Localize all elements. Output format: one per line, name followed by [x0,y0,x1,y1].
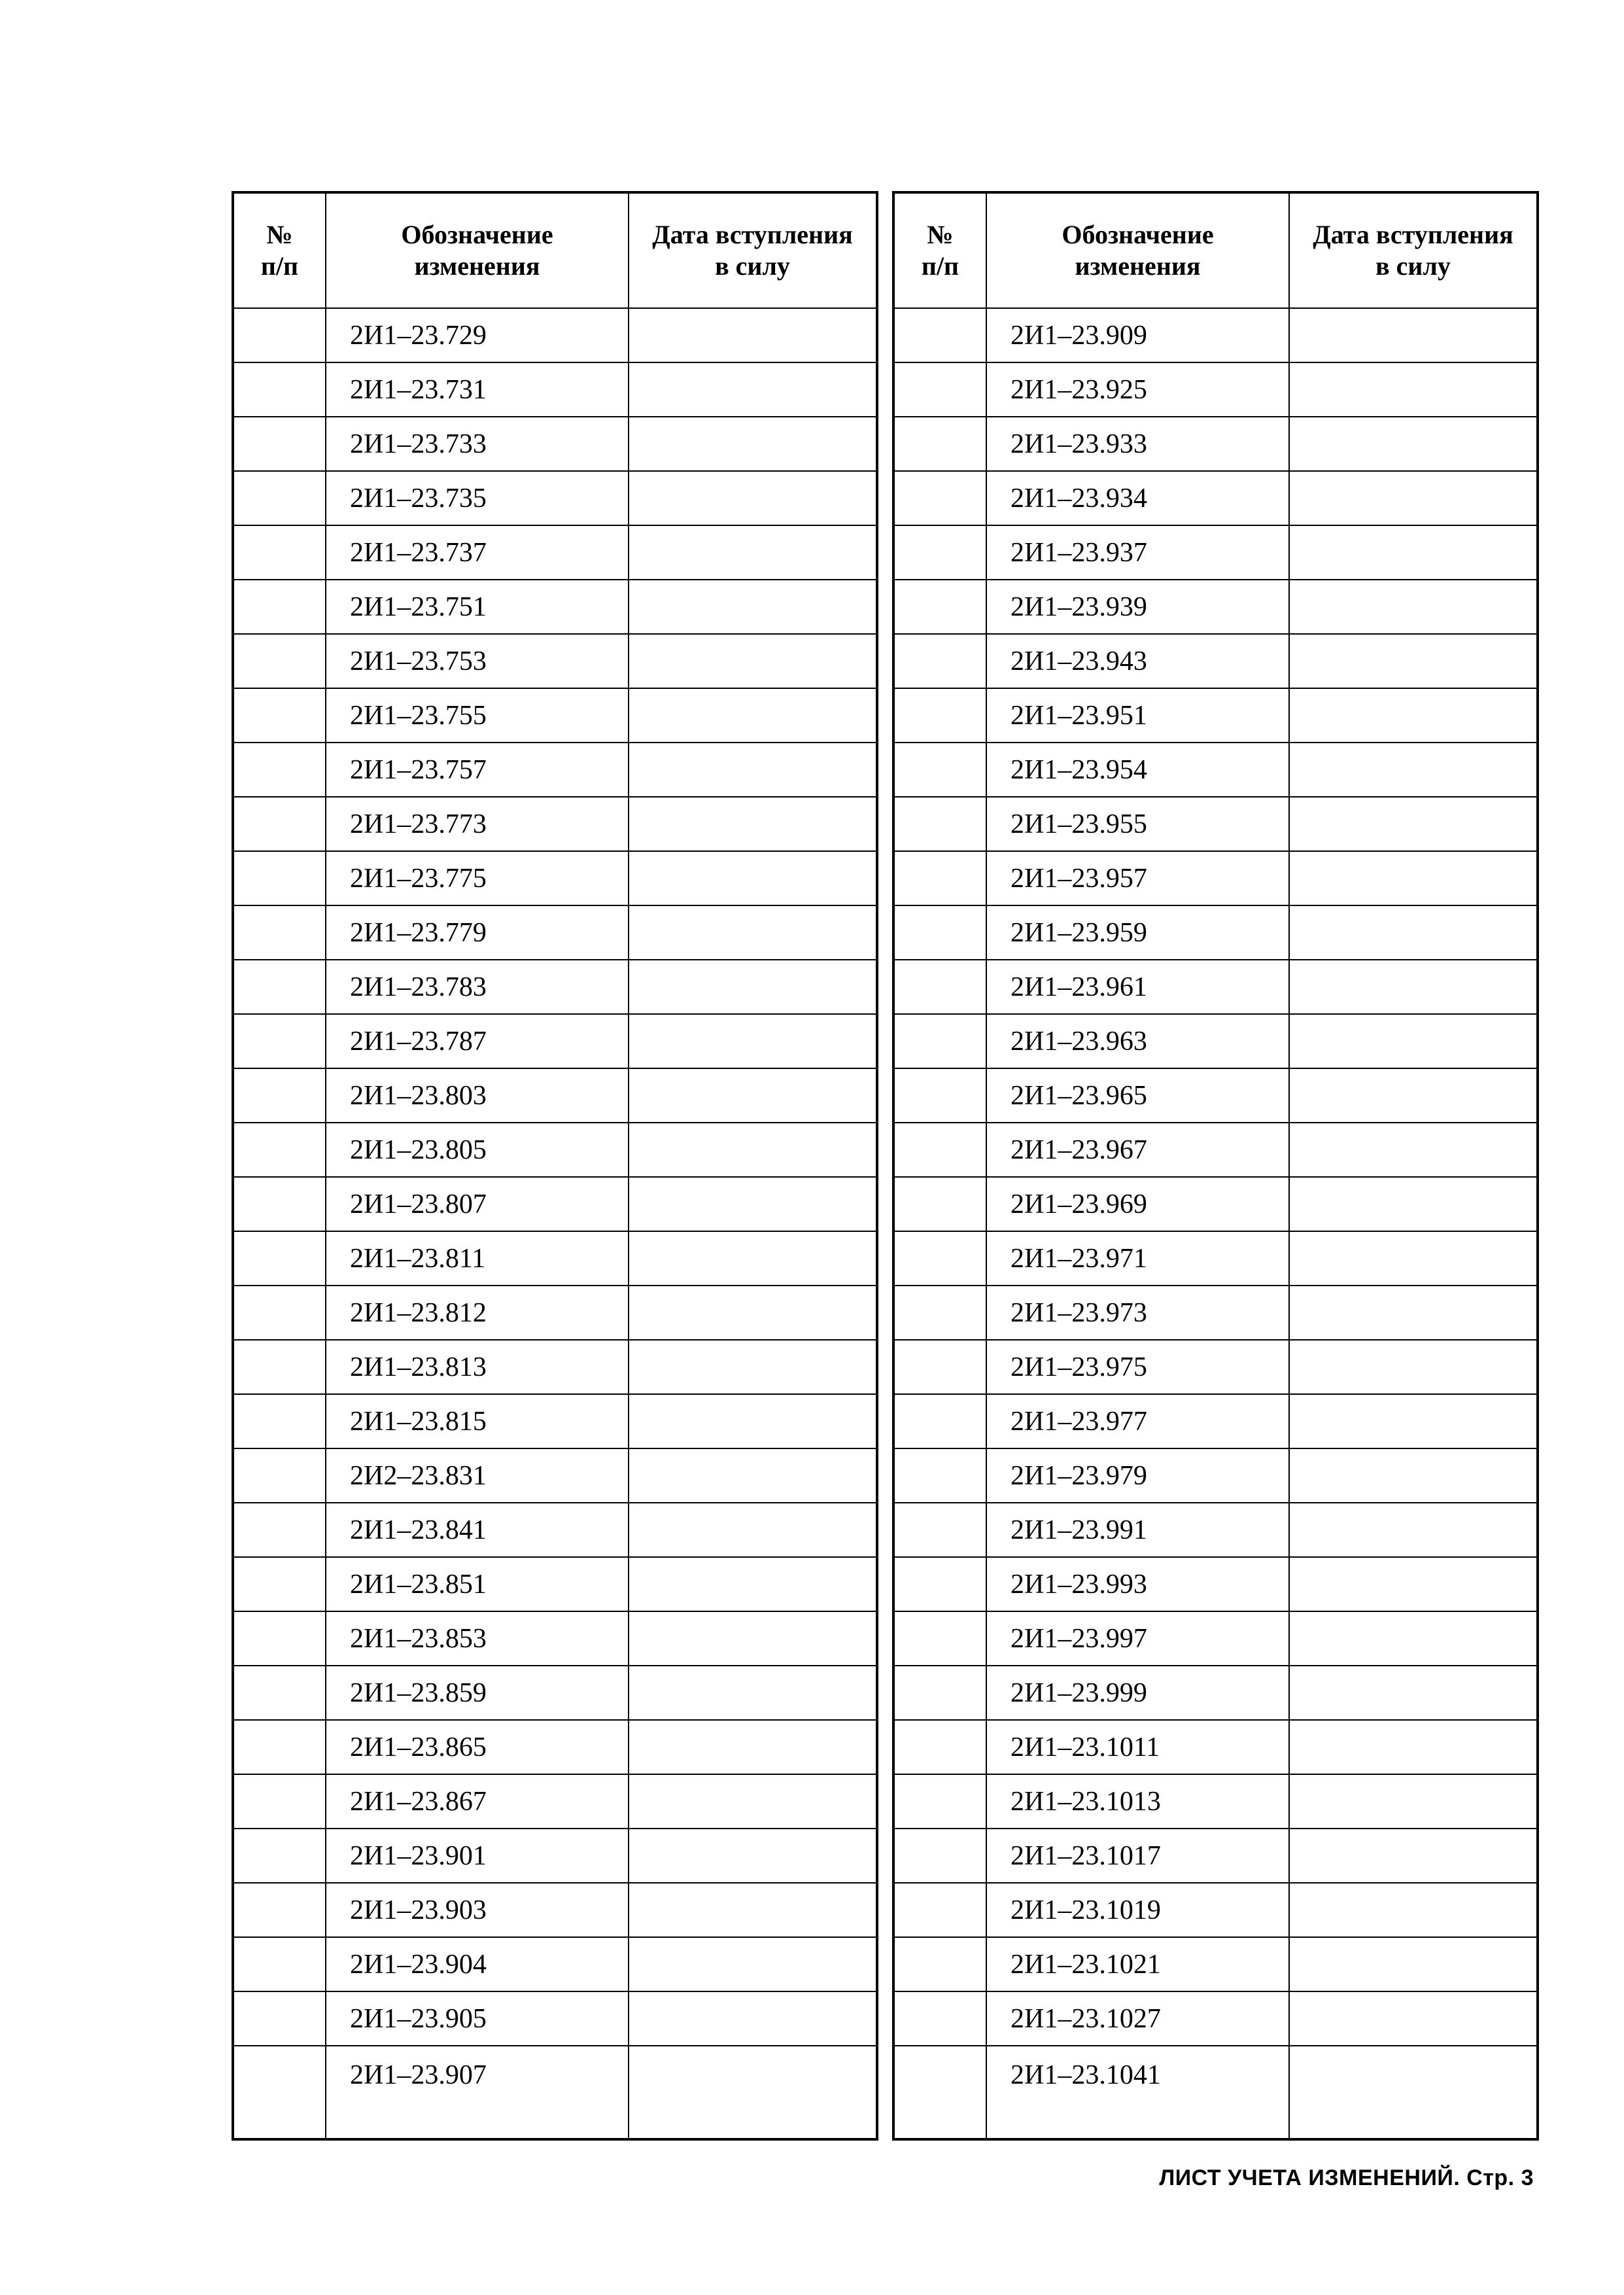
row-number-cell [233,1394,326,1448]
table-row [893,1611,1538,1666]
table-row [233,743,877,797]
table-row [233,417,877,471]
effective-date-cell [1289,1720,1538,1774]
table-row [893,580,1538,634]
change-designation-cell: 2И1–23.991 [986,1503,1289,1557]
change-designation-cell: 2И1–23.753 [326,634,629,688]
row-number-cell [893,417,986,471]
effective-date-cell [629,471,877,525]
effective-date-cell [1289,797,1538,851]
table-row [893,1231,1538,1286]
change-designation-cell: 2И1–23.1041 [986,2046,1289,2139]
table-row [893,308,1538,362]
table-row [233,851,877,905]
change-designation-cell: 2И1–23.939 [986,580,1289,634]
change-designation-cell: 2И1–23.997 [986,1611,1289,1666]
effective-date-cell [629,634,877,688]
effective-date-cell [629,1611,877,1666]
effective-date-cell [1289,525,1538,580]
table-row [893,960,1538,1014]
effective-date-cell [1289,1503,1538,1557]
change-designation-cell: 2И1–23.731 [326,362,629,417]
row-number-cell [893,1666,986,1720]
change-designation-cell: 2И1–23.1017 [986,1829,1289,1883]
row-number-cell [233,1774,326,1829]
table-header-row [893,192,1538,308]
table-row [893,1340,1538,1394]
table-row [233,1014,877,1068]
row-number-cell [893,1937,986,1991]
change-designation-cell: 2И1–23.973 [986,1286,1289,1340]
row-number-cell [893,1394,986,1448]
table-row [893,525,1538,580]
row-number-cell [233,634,326,688]
header-designation-line1: Обозначение [401,220,553,249]
effective-date-cell [629,1503,877,1557]
table-row [893,851,1538,905]
change-designation-cell: 2И1–23.977 [986,1394,1289,1448]
change-designation-cell: 2И1–23.934 [986,471,1289,525]
change-designation-cell: 2И1–23.907 [326,2046,629,2139]
table-row [233,1177,877,1231]
row-number-cell [233,1123,326,1177]
effective-date-cell [629,688,877,743]
effective-date-cell [629,851,877,905]
row-number-cell [233,1231,326,1286]
table-row [893,1774,1538,1829]
table-row [893,1883,1538,1937]
row-number-cell [893,960,986,1014]
effective-date-cell [629,960,877,1014]
effective-date-cell [1289,1177,1538,1231]
effective-date-cell [1289,1611,1538,1666]
change-designation-cell: 2И1–23.979 [986,1448,1289,1503]
effective-date-cell [629,1991,877,2046]
row-number-cell [893,1720,986,1774]
change-designation-cell: 2И1–23.807 [326,1177,629,1231]
header-effective-date-line2: в силу [1375,251,1451,281]
effective-date-cell [1289,471,1538,525]
row-number-cell [893,1557,986,1611]
change-designation-cell: 2И2–23.831 [326,1448,629,1503]
change-designation-cell: 2И1–23.943 [986,634,1289,688]
row-number-cell [233,1014,326,1068]
row-number-cell [233,1448,326,1503]
change-designation-cell: 2И1–23.975 [986,1340,1289,1394]
table-row [893,1123,1538,1177]
effective-date-cell [629,1177,877,1231]
header-number-line2: п/п [260,251,299,281]
row-number-cell [233,905,326,960]
header-effective-date-line2: в силу [715,251,790,281]
change-designation-cell: 2И1–23.737 [326,525,629,580]
effective-date-cell [629,1937,877,1991]
effective-date-cell [629,1231,877,1286]
effective-date-cell [629,1774,877,1829]
table-row [233,1991,877,2046]
effective-date-cell [629,1666,877,1720]
table-row [893,743,1538,797]
table-row [233,688,877,743]
effective-date-cell [1289,688,1538,743]
effective-date-cell [1289,1557,1538,1611]
table-row [233,1829,877,1883]
change-designation-cell: 2И1–23.909 [986,308,1289,362]
table-row [233,1611,877,1666]
effective-date-cell [1289,1829,1538,1883]
row-number-cell [893,1503,986,1557]
change-designation-cell: 2И1–23.859 [326,1666,629,1720]
change-designation-cell: 2И1–23.957 [986,851,1289,905]
row-number-cell [233,308,326,362]
table-header-row [233,192,877,308]
header-number [893,192,986,308]
table-row [233,308,877,362]
effective-date-cell [1289,1774,1538,1829]
effective-date-cell [1289,362,1538,417]
row-number-cell [893,1014,986,1068]
row-number-cell [233,1883,326,1937]
effective-date-cell [1289,634,1538,688]
header-designation-line1: Обозначение [1062,220,1214,249]
table-row [233,471,877,525]
header-number [233,192,326,308]
change-designation-cell: 2И1–23.865 [326,1720,629,1774]
change-designation-cell: 2И1–23.905 [326,1991,629,2046]
effective-date-cell [629,797,877,851]
row-number-cell [893,1611,986,1666]
header-designation-line2: изменения [1075,251,1201,281]
table-row [893,1014,1538,1068]
table-row [233,1394,877,1448]
table-row [233,960,877,1014]
effective-date-cell [629,525,877,580]
table-row [233,362,877,417]
change-designation-cell: 2И1–23.729 [326,308,629,362]
header-effective-date [629,192,877,308]
change-designation-cell: 2И1–23.811 [326,1231,629,1286]
table-row [233,1340,877,1394]
row-number-cell [893,1448,986,1503]
table-row [233,905,877,960]
row-number-cell [233,362,326,417]
effective-date-cell [629,905,877,960]
row-number-cell [233,471,326,525]
row-number-cell [233,851,326,905]
effective-date-cell [629,1340,877,1394]
effective-date-cell [629,417,877,471]
effective-date-cell [1289,1991,1538,2046]
change-designation-cell: 2И1–23.999 [986,1666,1289,1720]
header-effective-date [1289,192,1538,308]
row-number-cell [893,2046,986,2139]
table-row [893,1503,1538,1557]
change-designation-cell: 2И1–23.757 [326,743,629,797]
table-row [893,1177,1538,1231]
row-number-cell [233,1937,326,1991]
table-row [893,1991,1538,2046]
change-designation-cell: 2И1–23.841 [326,1503,629,1557]
table-row [233,797,877,851]
table-row [233,1937,877,1991]
change-designation-cell: 2И1–23.971 [986,1231,1289,1286]
table-row [893,1829,1538,1883]
row-number-cell [893,851,986,905]
change-designation-cell: 2И1–23.1013 [986,1774,1289,1829]
table-row [893,471,1538,525]
row-number-cell [893,525,986,580]
row-number-cell [233,1340,326,1394]
table-row [233,525,877,580]
row-number-cell [893,471,986,525]
table-row [233,1286,877,1340]
table-row [233,1231,877,1286]
change-designation-cell: 2И1–23.733 [326,417,629,471]
row-number-cell [893,634,986,688]
row-number-cell [893,580,986,634]
header-designation [326,192,629,308]
table-row [893,688,1538,743]
row-number-cell [893,1177,986,1231]
row-number-cell [893,1991,986,2046]
table-body-left [233,308,877,2139]
change-designation-cell: 2И1–23.963 [986,1014,1289,1068]
table-row [233,1123,877,1177]
change-designation-cell: 2И1–23.937 [986,525,1289,580]
effective-date-cell [629,2046,877,2139]
table-row [893,797,1538,851]
row-number-cell [893,688,986,743]
row-number-cell [893,1068,986,1123]
change-designation-cell: 2И1–23.954 [986,743,1289,797]
table-row [233,1666,877,1720]
effective-date-cell [1289,743,1538,797]
effective-date-cell [629,1286,877,1340]
row-number-cell [233,525,326,580]
effective-date-cell [629,580,877,634]
effective-date-cell [629,362,877,417]
table-row [233,1068,877,1123]
table-body-right [893,308,1538,2139]
change-designation-cell: 2И1–23.1011 [986,1720,1289,1774]
change-designation-cell: 2И1–23.805 [326,1123,629,1177]
row-number-cell [233,1720,326,1774]
row-number-cell [233,1666,326,1720]
row-number-cell [893,1123,986,1177]
change-designation-cell: 2И1–23.773 [326,797,629,851]
effective-date-cell [629,308,877,362]
change-designation-cell: 2И1–23.967 [986,1123,1289,1177]
change-designation-cell: 2И1–23.951 [986,688,1289,743]
effective-date-cell [629,1557,877,1611]
table-row [233,580,877,634]
changes-table-right [892,191,1539,2141]
row-number-cell [233,1557,326,1611]
row-number-cell [893,1231,986,1286]
change-designation-cell: 2И1–23.925 [986,362,1289,417]
change-designation-cell: 2И1–23.735 [326,471,629,525]
change-designation-cell: 2И1–23.961 [986,960,1289,1014]
change-designation-cell: 2И1–23.969 [986,1177,1289,1231]
row-number-cell [893,308,986,362]
change-designation-cell: 2И1–23.1027 [986,1991,1289,2046]
table-row [893,1937,1538,1991]
table-row [893,417,1538,471]
change-designation-cell: 2И1–23.813 [326,1340,629,1394]
change-designation-cell: 2И1–23.812 [326,1286,629,1340]
change-designation-cell: 2И1–23.867 [326,1774,629,1829]
table-row [233,1448,877,1503]
effective-date-cell [1289,580,1538,634]
change-designation-cell: 2И1–23.904 [326,1937,629,1991]
table-row [893,2046,1538,2139]
table-row [893,1557,1538,1611]
table-row [233,2046,877,2139]
row-number-cell [893,797,986,851]
change-designation-cell: 2И1–23.933 [986,417,1289,471]
change-designation-cell: 2И1–23.815 [326,1394,629,1448]
effective-date-cell [629,1720,877,1774]
change-designation-cell: 2И1–23.851 [326,1557,629,1611]
table-row [893,634,1538,688]
table-row [893,1666,1538,1720]
table-row [893,1286,1538,1340]
row-number-cell [893,1774,986,1829]
row-number-cell [893,1829,986,1883]
effective-date-cell [1289,308,1538,362]
header-effective-date-line1: Дата вступления [652,220,853,249]
row-number-cell [893,1286,986,1340]
effective-date-cell [1289,1286,1538,1340]
effective-date-cell [1289,905,1538,960]
table-row [233,1883,877,1937]
change-designation-cell: 2И1–23.803 [326,1068,629,1123]
row-number-cell [233,417,326,471]
row-number-cell [893,1340,986,1394]
effective-date-cell [629,1123,877,1177]
effective-date-cell [629,1394,877,1448]
effective-date-cell [1289,1123,1538,1177]
row-number-cell [233,1829,326,1883]
change-designation-cell: 2И1–23.783 [326,960,629,1014]
effective-date-cell [629,1448,877,1503]
change-designation-cell: 2И1–23.901 [326,1829,629,1883]
table-row [233,1557,877,1611]
effective-date-cell [1289,417,1538,471]
change-designation-cell: 2И1–23.965 [986,1068,1289,1123]
effective-date-cell [1289,1231,1538,1286]
effective-date-cell [1289,1666,1538,1720]
effective-date-cell [1289,1394,1538,1448]
change-designation-cell: 2И1–23.1021 [986,1937,1289,1991]
row-number-cell [893,905,986,960]
table-row [233,1503,877,1557]
table-row [893,1448,1538,1503]
row-number-cell [233,960,326,1014]
change-designation-cell: 2И1–23.853 [326,1611,629,1666]
table-row [893,362,1538,417]
row-number-cell [233,1503,326,1557]
row-number-cell [233,580,326,634]
header-designation [986,192,1289,308]
row-number-cell [233,688,326,743]
changes-table-left [232,191,878,2141]
effective-date-cell [1289,851,1538,905]
table-row [233,1774,877,1829]
change-designation-cell: 2И1–23.1019 [986,1883,1289,1937]
table-row [893,1720,1538,1774]
change-designation-cell: 2И1–23.779 [326,905,629,960]
row-number-cell [233,1991,326,2046]
effective-date-cell [629,1883,877,1937]
header-number-line2: п/п [921,251,959,281]
effective-date-cell [1289,960,1538,1014]
row-number-cell [233,1611,326,1666]
table-row [893,905,1538,960]
row-number-cell [233,1068,326,1123]
effective-date-cell [629,1068,877,1123]
table-row [233,634,877,688]
change-designation-cell: 2И1–23.755 [326,688,629,743]
row-number-cell [233,1177,326,1231]
row-number-cell [893,743,986,797]
effective-date-cell [1289,1937,1538,1991]
row-number-cell [233,797,326,851]
table-row [893,1068,1538,1123]
effective-date-cell [1289,1014,1538,1068]
effective-date-cell [629,743,877,797]
row-number-cell [233,1286,326,1340]
effective-date-cell [1289,1448,1538,1503]
header-number-line1: № [266,220,293,249]
table-row [233,1720,877,1774]
effective-date-cell [1289,1883,1538,1937]
change-designation-cell: 2И1–23.751 [326,580,629,634]
header-designation-line2: изменения [414,251,540,281]
change-designation-cell: 2И1–23.959 [986,905,1289,960]
effective-date-cell [629,1829,877,1883]
effective-date-cell [1289,1340,1538,1394]
effective-date-cell [1289,2046,1538,2139]
row-number-cell [893,362,986,417]
effective-date-cell [1289,1068,1538,1123]
change-designation-cell: 2И1–23.993 [986,1557,1289,1611]
row-number-cell [893,1883,986,1937]
row-number-cell [233,2046,326,2139]
header-number-line1: № [927,220,954,249]
change-designation-cell: 2И1–23.955 [986,797,1289,851]
header-effective-date-line1: Дата вступления [1313,220,1513,249]
change-designation-cell: 2И1–23.787 [326,1014,629,1068]
row-number-cell [233,743,326,797]
page-footer: ЛИСТ УЧЕТА ИЗМЕНЕНИЙ. Стр. 3 [1159,2165,1534,2190]
change-designation-cell: 2И1–23.775 [326,851,629,905]
table-row [893,1394,1538,1448]
change-designation-cell: 2И1–23.903 [326,1883,629,1937]
effective-date-cell [629,1014,877,1068]
